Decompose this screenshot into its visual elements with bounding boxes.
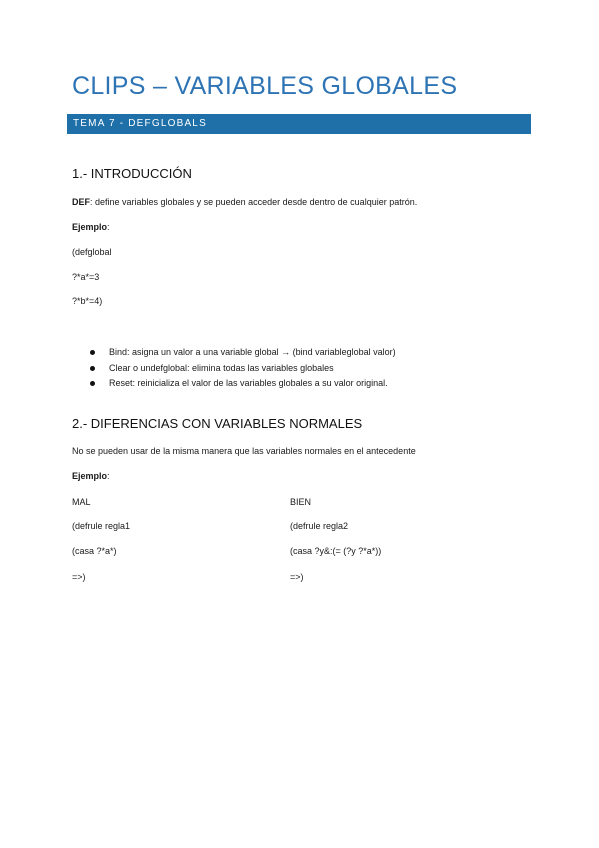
bullet-icon xyxy=(90,366,95,371)
code-line-right: =>) xyxy=(290,572,304,582)
column-header-bien: BIEN xyxy=(290,497,312,507)
list-item: Clear o undefglobal: elimina todas las variables globales xyxy=(90,361,396,377)
code-line-right: (casa ?y&:(= (?y ?*a*)) xyxy=(290,546,382,556)
code-line: ?*a*=3 xyxy=(72,272,100,282)
code-line-left: (casa ?*a*) xyxy=(72,546,117,556)
code-line-left: (defrule regla1 xyxy=(72,521,131,531)
code-line: (defglobal xyxy=(72,247,112,257)
def-text: : define variables globales y se pueden acceder desde dentro de cualquier patrón. xyxy=(90,197,418,207)
bullet-icon xyxy=(90,381,95,386)
code-line-left: =>) xyxy=(72,572,86,582)
def-label: DEF xyxy=(72,197,90,207)
list-item: Reset: reinicializa el valor de las variables globales a su valor original. xyxy=(90,376,396,392)
column-header-mal: MAL xyxy=(72,497,91,507)
bullet-icon xyxy=(90,350,95,355)
example-label-1: Ejemplo: xyxy=(72,222,110,232)
example-label-2: Ejemplo: xyxy=(72,471,110,481)
subtitle-banner: TEMA 7 - DEFGLOBALS xyxy=(67,114,531,134)
section-heading-diferencias: 2.- DIFERENCIAS CON VARIABLES NORMALES xyxy=(72,416,363,431)
page-title: CLIPS – VARIABLES GLOBALES xyxy=(72,72,458,100)
code-line: ?*b*=4) xyxy=(72,296,103,306)
intro-paragraph: No se pueden usar de la misma manera que las variables normales en el antecedente xyxy=(72,446,416,456)
section-heading-introduccion: 1.- INTRODUCCIÓN xyxy=(72,166,192,181)
code-line-right: (defrule regla2 xyxy=(290,521,349,531)
bullet-list xyxy=(90,345,396,392)
definition-paragraph xyxy=(72,197,417,207)
list-item: Bind: asigna un valor a una variable global → (bind variableglobal valor) xyxy=(90,345,396,361)
